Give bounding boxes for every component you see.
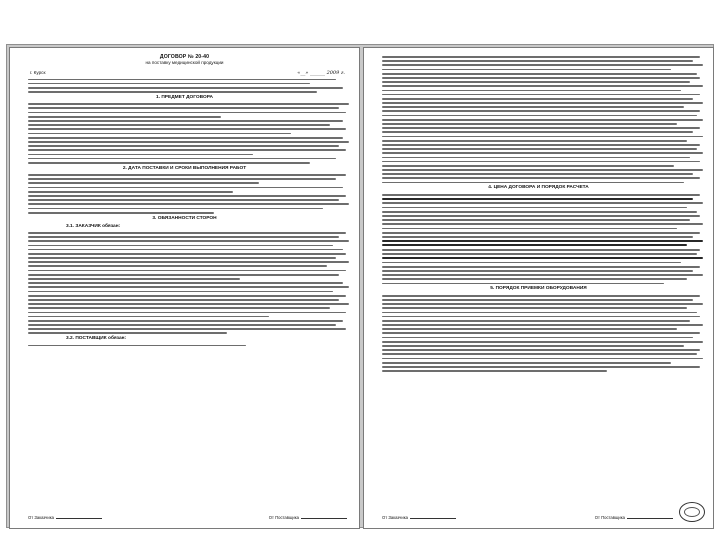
signature-line	[301, 516, 347, 519]
contract-date: «__» ______ 2009 г.	[297, 69, 345, 76]
page-right[interactable]	[363, 47, 714, 529]
section-heading-acceptance: 5. ПОРЯДОК ПРИЕМКИ ОБОРУДОВАНИЯ	[490, 286, 587, 292]
section-subject-text	[28, 103, 349, 163]
continued-obligations-text	[382, 56, 703, 183]
signature-customer-label: От Заказчика	[382, 515, 408, 520]
signature-supplier-label: От Поставщика	[268, 515, 299, 520]
contract-city: г. Курск	[30, 69, 46, 75]
two-page-spread	[6, 44, 714, 528]
signature-line	[627, 516, 673, 519]
place-date-row	[30, 70, 345, 76]
section-heading-subject: 1. ПРЕДМЕТ ДОГОВОРА	[156, 94, 213, 100]
page-left[interactable]	[9, 47, 360, 529]
section-heading-price: 4. ЦЕНА ДОГОВОРА И ПОРЯДОК РАСЧЕТА	[488, 185, 589, 191]
document-title: ДОГОВОР № 20-40	[159, 54, 210, 60]
subheading-supplier-obliged: 3.2. ПОСТАВЩИК обязан:	[66, 336, 127, 342]
signature-supplier-label: От Поставщика	[594, 515, 625, 520]
section-heading-obligations: 3. ОБЯЗАННОСТИ СТОРОН	[152, 215, 217, 221]
signature-customer-label: От Заказчика	[28, 515, 54, 520]
document-subtitle: на поставку медицинской продукции	[145, 60, 224, 65]
section-delivery-text	[28, 174, 349, 213]
section-heading-delivery: 2. ДАТА ПОСТАВКИ И СРОКИ ВЫПОЛНЕНИЯ РАБОТ	[122, 165, 247, 171]
section-price-text	[382, 194, 703, 285]
signature-line	[410, 516, 456, 519]
signature-line	[56, 516, 102, 519]
company-stamp	[679, 502, 705, 522]
signature-row-right-page	[382, 515, 673, 520]
section-acceptance-text	[382, 295, 703, 372]
section-obligations-text	[28, 232, 349, 334]
subheading-customer-obliged: 3.1. ЗАКАЗЧИК обязан:	[66, 223, 121, 229]
signature-row-left-page	[28, 515, 347, 520]
preamble-text	[28, 79, 349, 93]
